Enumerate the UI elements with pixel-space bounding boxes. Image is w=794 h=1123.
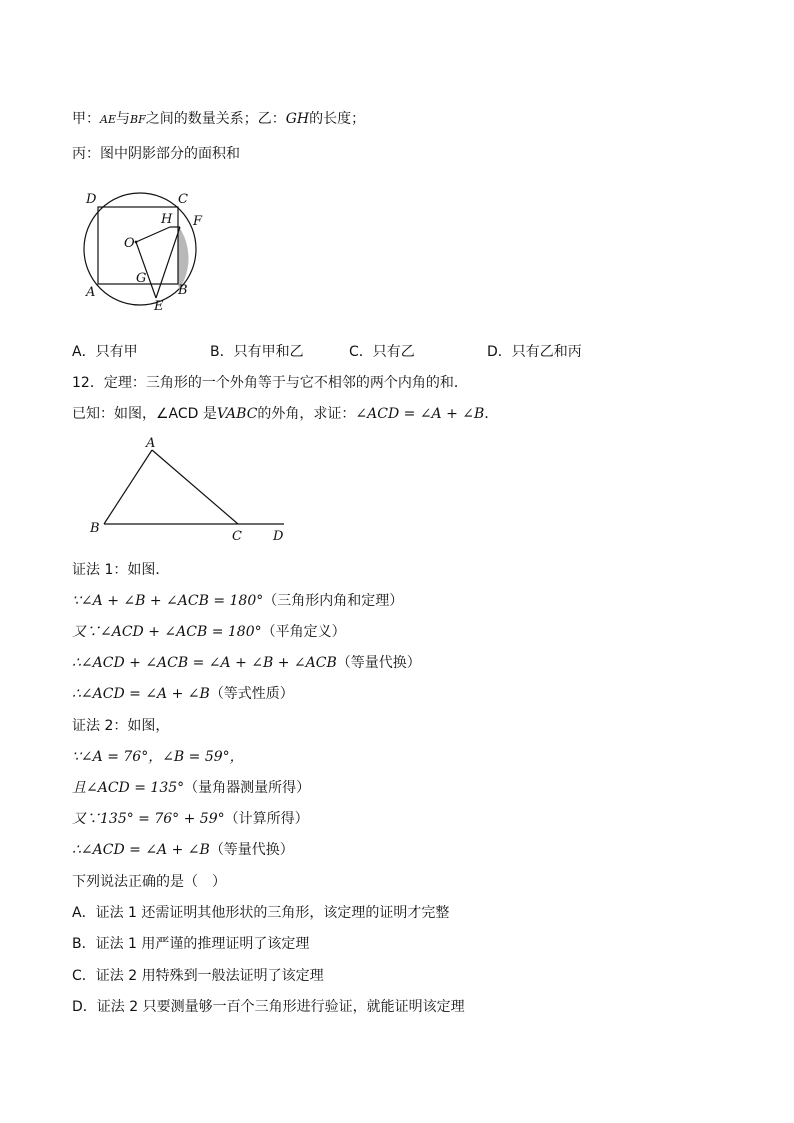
label-a: A [146, 436, 156, 451]
option-letter: B． [210, 344, 234, 360]
proof1-step3 [72, 654, 421, 672]
q11-option-c[interactable] [349, 343, 415, 361]
proof1-step1 [72, 592, 403, 610]
q12-option-b[interactable]: B．证法 1 用严谨的推理证明了该定理 [72, 936, 310, 952]
known-prefix: 已知：如图，∠ACD 是 [72, 406, 217, 422]
proof2-step4 [72, 841, 294, 859]
proof2-step3 [72, 810, 309, 828]
bf-term: BF [129, 113, 146, 126]
option-text: 只有甲 [95, 344, 138, 360]
segment-ab [104, 450, 152, 524]
label-o: O [124, 236, 135, 251]
ae-term: AE [100, 113, 116, 126]
step-reason: （计算所得） [224, 811, 309, 827]
segment-ge [151, 284, 156, 298]
triangle-abc: VABC [216, 406, 258, 422]
q12-option-a[interactable]: A．证法 1 还需证明其他形状的三角形，该定理的证明才完整 [72, 905, 450, 921]
q12-stem: 12．定理：三角形的一个外角等于与它不相邻的两个内角的和． [72, 375, 468, 391]
option-letter: A． [72, 344, 96, 360]
point-o [135, 241, 138, 244]
step-reason: （量角器测量所得） [184, 780, 311, 796]
step-expr: ∵∠A = 76°，∠B = 59°， [72, 749, 244, 765]
proof1-step2 [72, 623, 346, 641]
step-expr: ∴∠ACD = ∠A + ∠B [72, 686, 210, 702]
and-word: 与 [115, 111, 130, 127]
label-b: B [90, 521, 100, 536]
step-expr: ∴∠ACD = ∠A + ∠B [72, 842, 210, 858]
segment-oh [136, 227, 170, 242]
gh-term: GH [285, 111, 310, 127]
label-d: D [273, 529, 284, 544]
proof1-step4 [72, 685, 294, 703]
label-c: C [178, 192, 188, 207]
yi-suffix: 的长度； [309, 111, 366, 127]
step-expr: ∴∠ACD + ∠ACB = ∠A + ∠B + ∠ACB [72, 655, 337, 671]
label-b: B [178, 283, 188, 298]
option-letter: C． [349, 344, 373, 360]
option-text: 只有乙 [372, 344, 415, 360]
proof1-title: 证法 1：如图． [72, 562, 170, 578]
q12-option-d[interactable]: D．证法 2 只要测量够一百个三角形进行验证，就能证明该定理 [72, 999, 465, 1015]
question-stem: 下列说法正确的是（ ） [72, 874, 226, 890]
intro-line [72, 110, 365, 129]
label-e: E [154, 299, 164, 314]
q11-option-a[interactable] [72, 343, 138, 361]
label-c: C [232, 529, 242, 544]
known-mid: 的外角，求证： [257, 406, 356, 422]
q11-option-b[interactable] [210, 343, 304, 361]
jia-suffix: 之间的数量关系；乙： [145, 111, 286, 127]
jia-prefix: 甲： [72, 111, 100, 127]
option-text: 只有乙和丙 [511, 344, 582, 360]
proof2-step2 [72, 779, 310, 797]
step-expr: 且∠ACD = 135° [72, 780, 185, 796]
step-reason: （等式性质） [209, 686, 294, 702]
segment-ac [152, 450, 238, 524]
q11-option-d[interactable] [487, 343, 582, 361]
figure-triangle [82, 434, 294, 546]
label-h: H [161, 212, 173, 227]
known-end: ． [484, 406, 499, 422]
label-d: D [86, 192, 97, 207]
bing-line: 丙：图中阴影部分的面积和 [72, 146, 240, 162]
q12-known [72, 405, 498, 423]
label-a: A [86, 285, 96, 300]
figure-circle-square [72, 185, 222, 315]
proof2-title: 证法 2：如图， [72, 718, 170, 734]
step-expr: 又∵135° = 76° + 59° [72, 811, 225, 827]
q12-option-c[interactable]: C．证法 2 用特殊到一般法证明了该定理 [72, 968, 324, 984]
step-reason: （平角定义） [261, 624, 346, 640]
proof2-step1 [72, 748, 244, 766]
option-text: 只有甲和乙 [233, 344, 304, 360]
step-reason: （三角形内角和定理） [263, 593, 404, 609]
step-expr: 又∵∠ACD + ∠ACB = 180° [72, 624, 262, 640]
step-reason: （等量代换） [209, 842, 294, 858]
segment-ef [156, 227, 180, 298]
step-reason: （等量代换） [336, 655, 421, 671]
label-g: G [136, 271, 147, 286]
option-letter: D． [487, 344, 512, 360]
label-f: F [193, 214, 203, 229]
known-expr: ∠ACD = ∠A + ∠B [355, 406, 485, 422]
step-expr: ∵∠A + ∠B + ∠ACB = 180° [72, 593, 264, 609]
